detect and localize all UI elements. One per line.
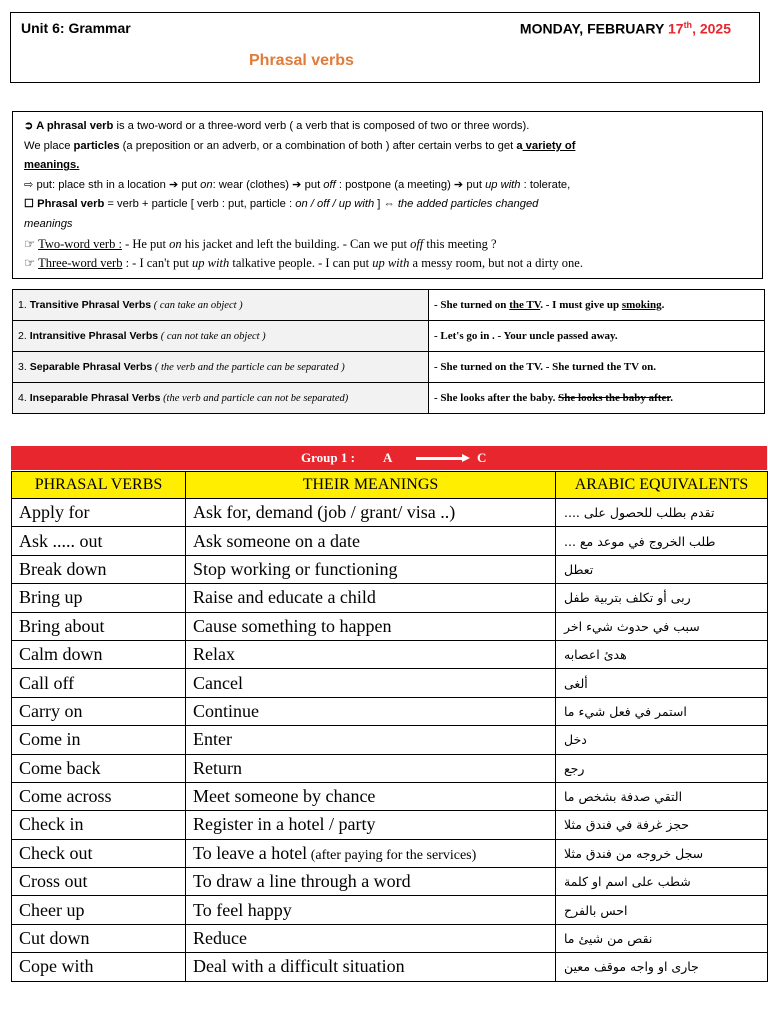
table-header-row <box>12 472 768 499</box>
column-header-arabic: ARABIC EQUIVALENTS <box>556 472 768 499</box>
definition-line-2: We place particles (a preposition or an adverb, or a combination of both ) after certain verbs to get a variety of <box>24 139 576 152</box>
arabic-equivalent: جارى او واجه موقف معين <box>556 953 768 981</box>
verb-meaning: Reduce <box>186 924 556 952</box>
arabic-equivalent: دخل <box>556 726 768 754</box>
phrasal-verb: Check in <box>12 811 186 839</box>
verb-meaning: To leave a hotel (after paying for the services) <box>186 839 556 867</box>
arabic-equivalent: ربى أو تكلف بتربية طفل <box>556 584 768 612</box>
group-to: C <box>477 450 487 465</box>
example-put: ⇨ put: place sth in a location ➔ put on: wear (clothes) ➔ put off : postpone (a meeting) ➔ put up with : tolerate, <box>24 178 571 191</box>
verb-meaning: Meet someone by chance <box>186 782 556 810</box>
header-box <box>10 12 760 83</box>
definition-line-1: ➲ A phrasal verb is a two-word or a three-word verb ( a verb that is composed of two or three words). <box>24 120 530 132</box>
verb-meaning: Deal with a difficult situation <box>186 953 556 981</box>
verb-meaning: Stop working or functioning <box>186 555 556 583</box>
table-row <box>12 555 768 583</box>
verb-meaning: Ask someone on a date <box>186 527 556 555</box>
table-row <box>12 953 768 981</box>
group-from: A <box>383 450 393 465</box>
arabic-equivalent: تقدم بطلب للحصول على .... <box>556 499 768 527</box>
type-row: 2. Intransitive Phrasal Verbs ( can not take an object ) - Let's go in . - Your uncle passed away. <box>13 321 765 352</box>
type-row: 4. Inseparable Phrasal Verbs (the verb and particle can not be separated) - She looks after the baby. She looks the baby after. <box>13 383 765 414</box>
phrasal-verb-formula: ☐ Phrasal verb = verb + particle [ verb : put, particle : on / off / up with ] ⇔ the added particles changed <box>24 198 539 211</box>
phrasal-verb: Cope with <box>12 953 186 981</box>
table-row <box>12 584 768 612</box>
phrasal-verb: Cross out <box>12 868 186 896</box>
table-row <box>12 669 768 697</box>
arabic-equivalent: ألغى <box>556 669 768 697</box>
table-row <box>12 924 768 952</box>
table-row <box>12 896 768 924</box>
type-row: 1. Transitive Phrasal Verbs ( can take an object ) - She turned on the TV. - I must give up smoking. <box>13 290 765 321</box>
arabic-equivalent: نقص من شيئ ما <box>556 924 768 952</box>
table-row <box>12 839 768 867</box>
arabic-equivalent: تعطل <box>556 555 768 583</box>
verb-meaning: To draw a line through a word <box>186 868 556 896</box>
lesson-topic: Phrasal verbs <box>249 52 354 69</box>
column-header-phrasal-verbs: PHRASAL VERBS <box>12 472 186 499</box>
table-row <box>12 499 768 527</box>
phrasal-verb: Bring about <box>12 612 186 640</box>
type-row: 3. Separable Phrasal Verbs ( the verb and the particle can be separated ) - She turned on the TV. - She turned the TV on. <box>13 352 765 383</box>
table-row <box>12 754 768 782</box>
phrasal-verb-types-table <box>12 289 765 414</box>
arabic-equivalent: احس بالفرح <box>556 896 768 924</box>
group-label: Group 1 : <box>301 450 355 465</box>
two-word-verb-example: ☞ Two-word verb : - He put on his jacket and left the building. - Can we put off this meeting ? <box>24 236 497 251</box>
phrasal-verb: Break down <box>12 555 186 583</box>
definition-line-3: meanings. <box>24 159 80 172</box>
verb-meaning: Return <box>186 754 556 782</box>
verb-meaning: Ask for, demand (job / grant/ visa ..) <box>186 499 556 527</box>
arabic-equivalent: رجع <box>556 754 768 782</box>
verb-meaning: Continue <box>186 697 556 725</box>
phrasal-verbs-table <box>11 471 768 982</box>
table-row <box>12 612 768 640</box>
arabic-equivalent: هدئ اعصابه <box>556 640 768 668</box>
phrasal-verb: Bring up <box>12 584 186 612</box>
phrasal-verb: Check out <box>12 839 186 867</box>
group-banner <box>11 446 767 470</box>
definition-box <box>12 111 763 279</box>
table-row <box>12 527 768 555</box>
phrasal-verb: Apply for <box>12 499 186 527</box>
table-row <box>12 640 768 668</box>
verb-meaning: To feel happy <box>186 896 556 924</box>
table-row <box>12 697 768 725</box>
arabic-equivalent: شطب على اسم او كلمة <box>556 868 768 896</box>
arrow-right-icon <box>416 457 464 460</box>
column-header-meanings: THEIR MEANINGS <box>186 472 556 499</box>
definition-line-6: meanings <box>24 217 73 230</box>
arabic-equivalent: سبب في حدوث شيء اخر <box>556 612 768 640</box>
table-row <box>12 726 768 754</box>
verb-meaning: Register in a hotel / party <box>186 811 556 839</box>
verb-meaning: Enter <box>186 726 556 754</box>
arabic-equivalent: التقي صدفة بشخص ما <box>556 782 768 810</box>
verb-meaning: Raise and educate a child <box>186 584 556 612</box>
phrasal-verb: Come in <box>12 726 186 754</box>
phrasal-verb: Carry on <box>12 697 186 725</box>
lesson-date: MONDAY, FEBRUARY 17th, 2025 <box>519 20 731 37</box>
phrasal-verb: Cheer up <box>12 896 186 924</box>
verb-meaning: Cause something to happen <box>186 612 556 640</box>
table-row <box>12 868 768 896</box>
arabic-equivalent: سجل خروجه من فندق مثلا <box>556 839 768 867</box>
arabic-equivalent: استمر في فعل شيء ما <box>556 697 768 725</box>
phrasal-verb: Ask ..... out <box>12 527 186 555</box>
unit-title: Unit 6: Grammar <box>21 20 131 36</box>
phrasal-verb: Call off <box>12 669 186 697</box>
verb-meaning: Cancel <box>186 669 556 697</box>
verb-meaning: Relax <box>186 640 556 668</box>
arabic-equivalent: حجز غرفة في فندق مثلا <box>556 811 768 839</box>
phrasal-verb: Calm down <box>12 640 186 668</box>
table-row <box>12 782 768 810</box>
phrasal-verb: Cut down <box>12 924 186 952</box>
phrasal-verb: Come back <box>12 754 186 782</box>
three-word-verb-example: ☞ Three-word verb : - I can't put up with talkative people. - I can put up with a messy room, but not a dirty one. <box>24 256 583 271</box>
phrasal-verb: Come across <box>12 782 186 810</box>
table-row <box>12 811 768 839</box>
arabic-equivalent: طلب الخروج في موعد مع ... <box>556 527 768 555</box>
